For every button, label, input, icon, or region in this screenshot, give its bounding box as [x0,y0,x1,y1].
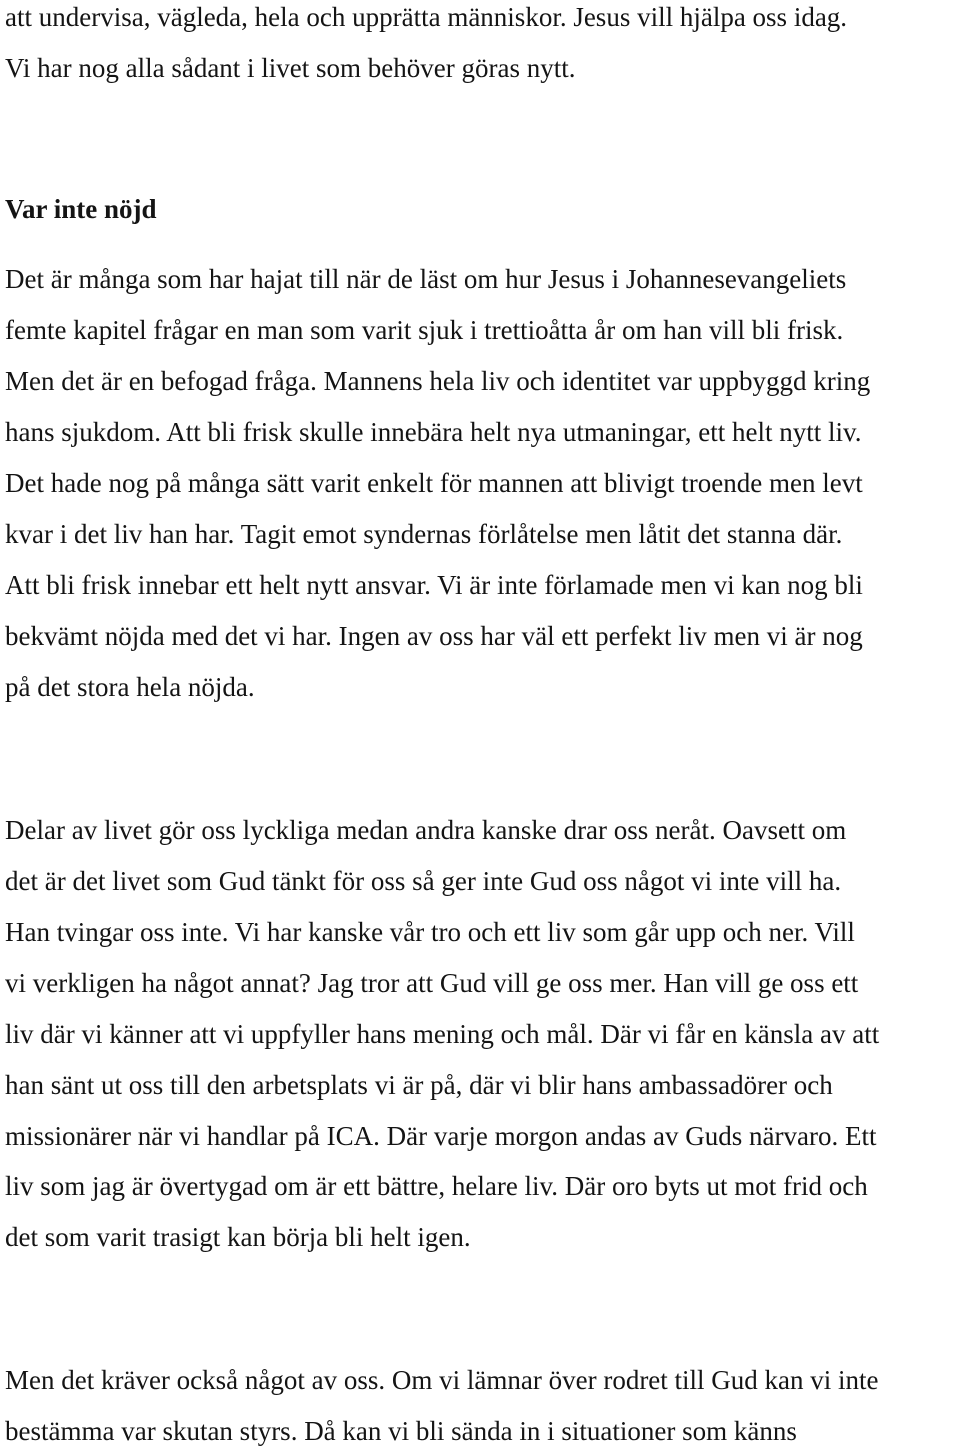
text-line: Vi har nog alla sådant i livet som behöver göras nytt. [5,53,576,83]
text-line: Det hade nog på många sätt varit enkelt för mannen att blivigt troende men levt [5,468,863,498]
text-line: han sänt ut oss till den arbetsplats vi är på, där vi blir hans ambassadörer och [5,1070,833,1100]
text-line: liv där vi känner att vi uppfyller hans mening och mål. Där vi får en känsla av att [5,1019,880,1049]
text-line: Delar av livet gör oss lyckliga medan andra kanske drar oss neråt. Oavsett om [5,815,847,845]
text-line: på det stora hela nöjda. [5,672,255,702]
text-line: Det är många som har hajat till när de läst om hur Jesus i Johannesevangeliets [5,264,847,294]
text-line: missionärer när vi handlar på ICA. Där varje morgon andas av Guds närvaro. Ett [5,1121,877,1151]
text-line: bekvämt nöjda med det vi har. Ingen av oss har väl ett perfekt liv men vi är nog [5,621,863,651]
text-line: bestämma var skutan styrs. Då kan vi bli sända in i situationer som känns [5,1416,797,1446]
text-line: liv som jag är övertygad om är ett bättre, helare liv. Där oro byts ut mot frid och [5,1171,868,1201]
text-line: kvar i det liv han har. Tagit emot syndernas förlåtelse men låtit det stanna där. [5,519,843,549]
text-line: det som varit trasigt kan börja bli helt igen. [5,1222,471,1252]
text-line: Att bli frisk innebar ett helt nytt ansvar. Vi är inte förlamade men vi kan nog bli [5,570,863,600]
text-line: att undervisa, vägleda, hela och upprätta människor. Jesus vill hjälpa oss idag. [5,2,848,32]
text-line: Men det kräver också något av oss. Om vi lämnar över rodret till Gud kan vi inte [5,1365,879,1395]
text-line: hans sjukdom. Att bli frisk skulle innebära helt nya utmaningar, ett helt nytt liv. [5,417,862,447]
section-heading: Var inte nöjd [5,194,157,224]
text-line: Men det är en befogad fråga. Mannens hela liv och identitet var uppbyggd kring [5,366,871,396]
text-line: Han tvingar oss inte. Vi har kanske vår tro och ett liv som går upp och ner. Vill [5,917,855,947]
text-line: det är det livet som Gud tänkt för oss så ger inte Gud oss något vi inte vill ha. [5,866,842,896]
text-line: femte kapitel frågar en man som varit sjuk i trettioåtta år om han vill bli frisk. [5,315,844,345]
text-line: vi verkligen ha något annat? Jag tror att Gud vill ge oss mer. Han vill ge oss ett [5,968,859,998]
